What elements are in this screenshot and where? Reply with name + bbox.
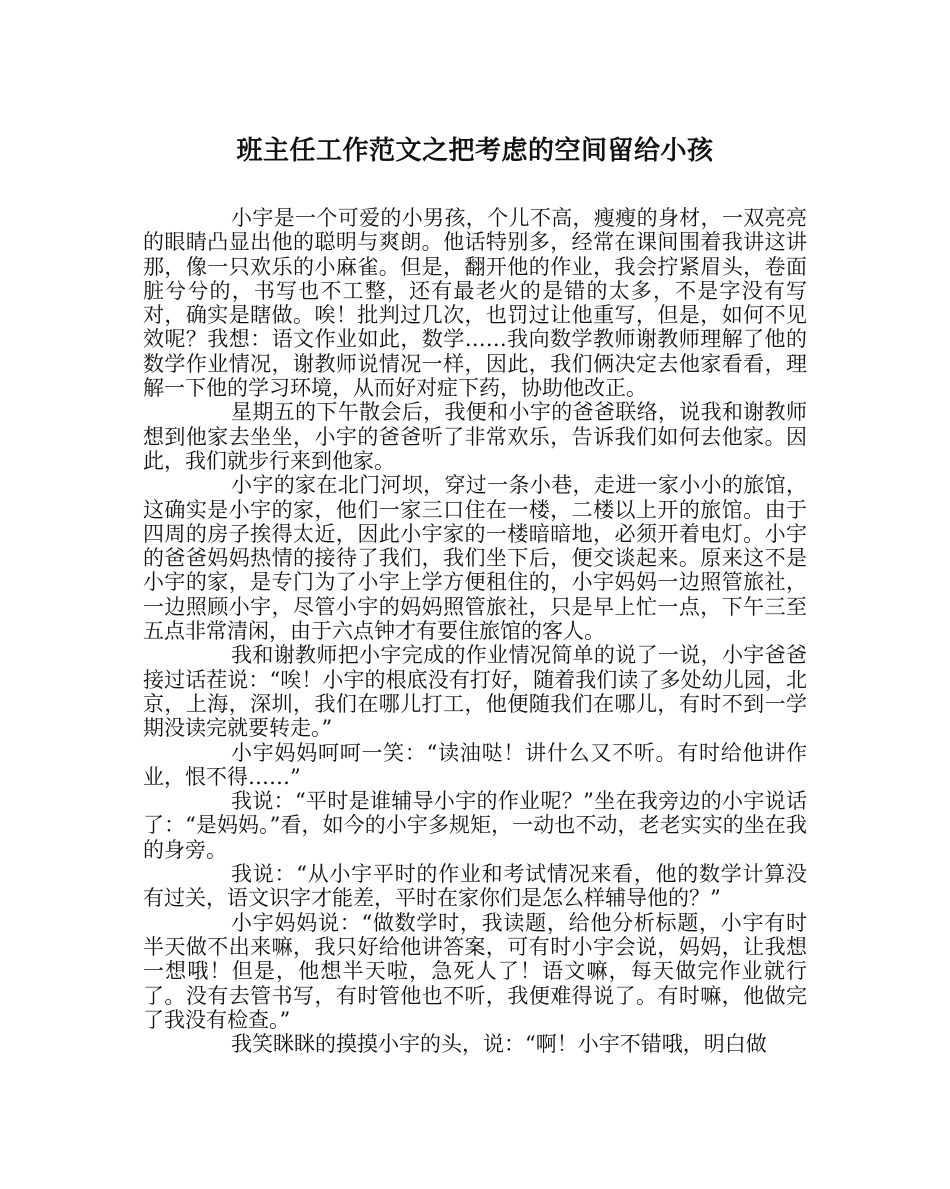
paragraph-5: 小宇妈妈呵呵一笑：“读油哒！讲什么又不听。有时给他讲作业，恨不得……”	[143, 740, 807, 789]
paragraph-7: 我说：“从小宇平时的作业和考试情况来看，他的数学计算没有过关，语文识字才能差，平时在家你们是怎么样辅导他的？”	[143, 862, 807, 911]
paragraph-2: 星期五的下午散会后，我便和小宇的爸爸联络，说我和谢教师想到他家去坐坐，小宇的爸爸听了非常欢乐，告诉我们如何去他家。因此，我们就步行来到他家。	[143, 400, 807, 473]
document-title: 班主任工作范文之把考虑的空间留给小孩	[236, 136, 714, 166]
paragraph-1: 小宇是一个可爱的小男孩，个儿不高，瘦瘦的身材，一双亮亮的眼睛凸显出他的聪明与爽朗。他话特别多，经常在课间围着我讲这讲那，像一只欢乐的小麻雀。但是，翻开他的作业，我会拧紧眉头，卷面脏兮兮的，书写也不工整，还有最老火的是错的太多，不是字没有写对，确实是瞎做。唉！批判过几次，也罚过让他重写，但是，如何不见效呢？我想：语文作业如此，数学……我向数学教师谢教师理解了他的数学作业情况，谢教师说情况一样，因此，我们俩决定去他家看看，理解一下他的学习环境，从而好对症下药，协助他改正。	[143, 206, 807, 401]
document-body	[143, 206, 807, 1056]
paragraph-3: 小宇的家在北门河坝，穿过一条小巷，走进一家小小的旅馆，这确实是小宇的家，他们一家三口住在一楼，二楼以上开的旅馆。由于四周的房子挨得太近，因此小宇家的一楼暗暗地，必须开着电灯。小宇的爸爸妈妈热情的接待了我们，我们坐下后，便交谈起来。原来这不是小宇的家，是专门为了小宇上学方便租住的，小宇妈妈一边照管旅社，一边照顾小宇，尽管小宇的妈妈照管旅社，只是早上忙一点，下午三至五点非常清闲，由于六点钟才有要住旅馆的客人。	[143, 473, 807, 644]
paragraph-6: 我说：“平时是谁辅导小宇的作业呢？”坐在我旁边的小宇说话了：“是妈妈。”看，如今的小宇多规矩，一动也不动，老老实实的坐在我的身旁。	[143, 789, 807, 862]
paragraph-4: 我和谢教师把小宇完成的作业情况简单的说了一说，小宇爸爸接过话茬说：“唉！小宇的根底没有打好，随着我们读了多处幼儿园，北京，上海，深圳，我们在哪儿打工，他便随我们在哪儿，有时不到一学期没读完就要转走。”	[143, 643, 807, 741]
paragraph-9: 我笑眯眯的摸摸小宇的头，说：“啊！小宇不错哦，明白做	[231, 1032, 767, 1057]
paragraph-8: 小宇妈妈说：“做数学时，我读题，给他分析标题，小宇有时半天做不出来嘛，我只好给他讲答案，可有时小宇会说，妈妈，让我想一想哦！但是，他想半天啦，急死人了！语文嘛，每天做完作业就行了。没有去管书写，有时管他也不听，我便难得说了。有时嘛，他做完了我没有检查。”	[143, 910, 807, 1032]
